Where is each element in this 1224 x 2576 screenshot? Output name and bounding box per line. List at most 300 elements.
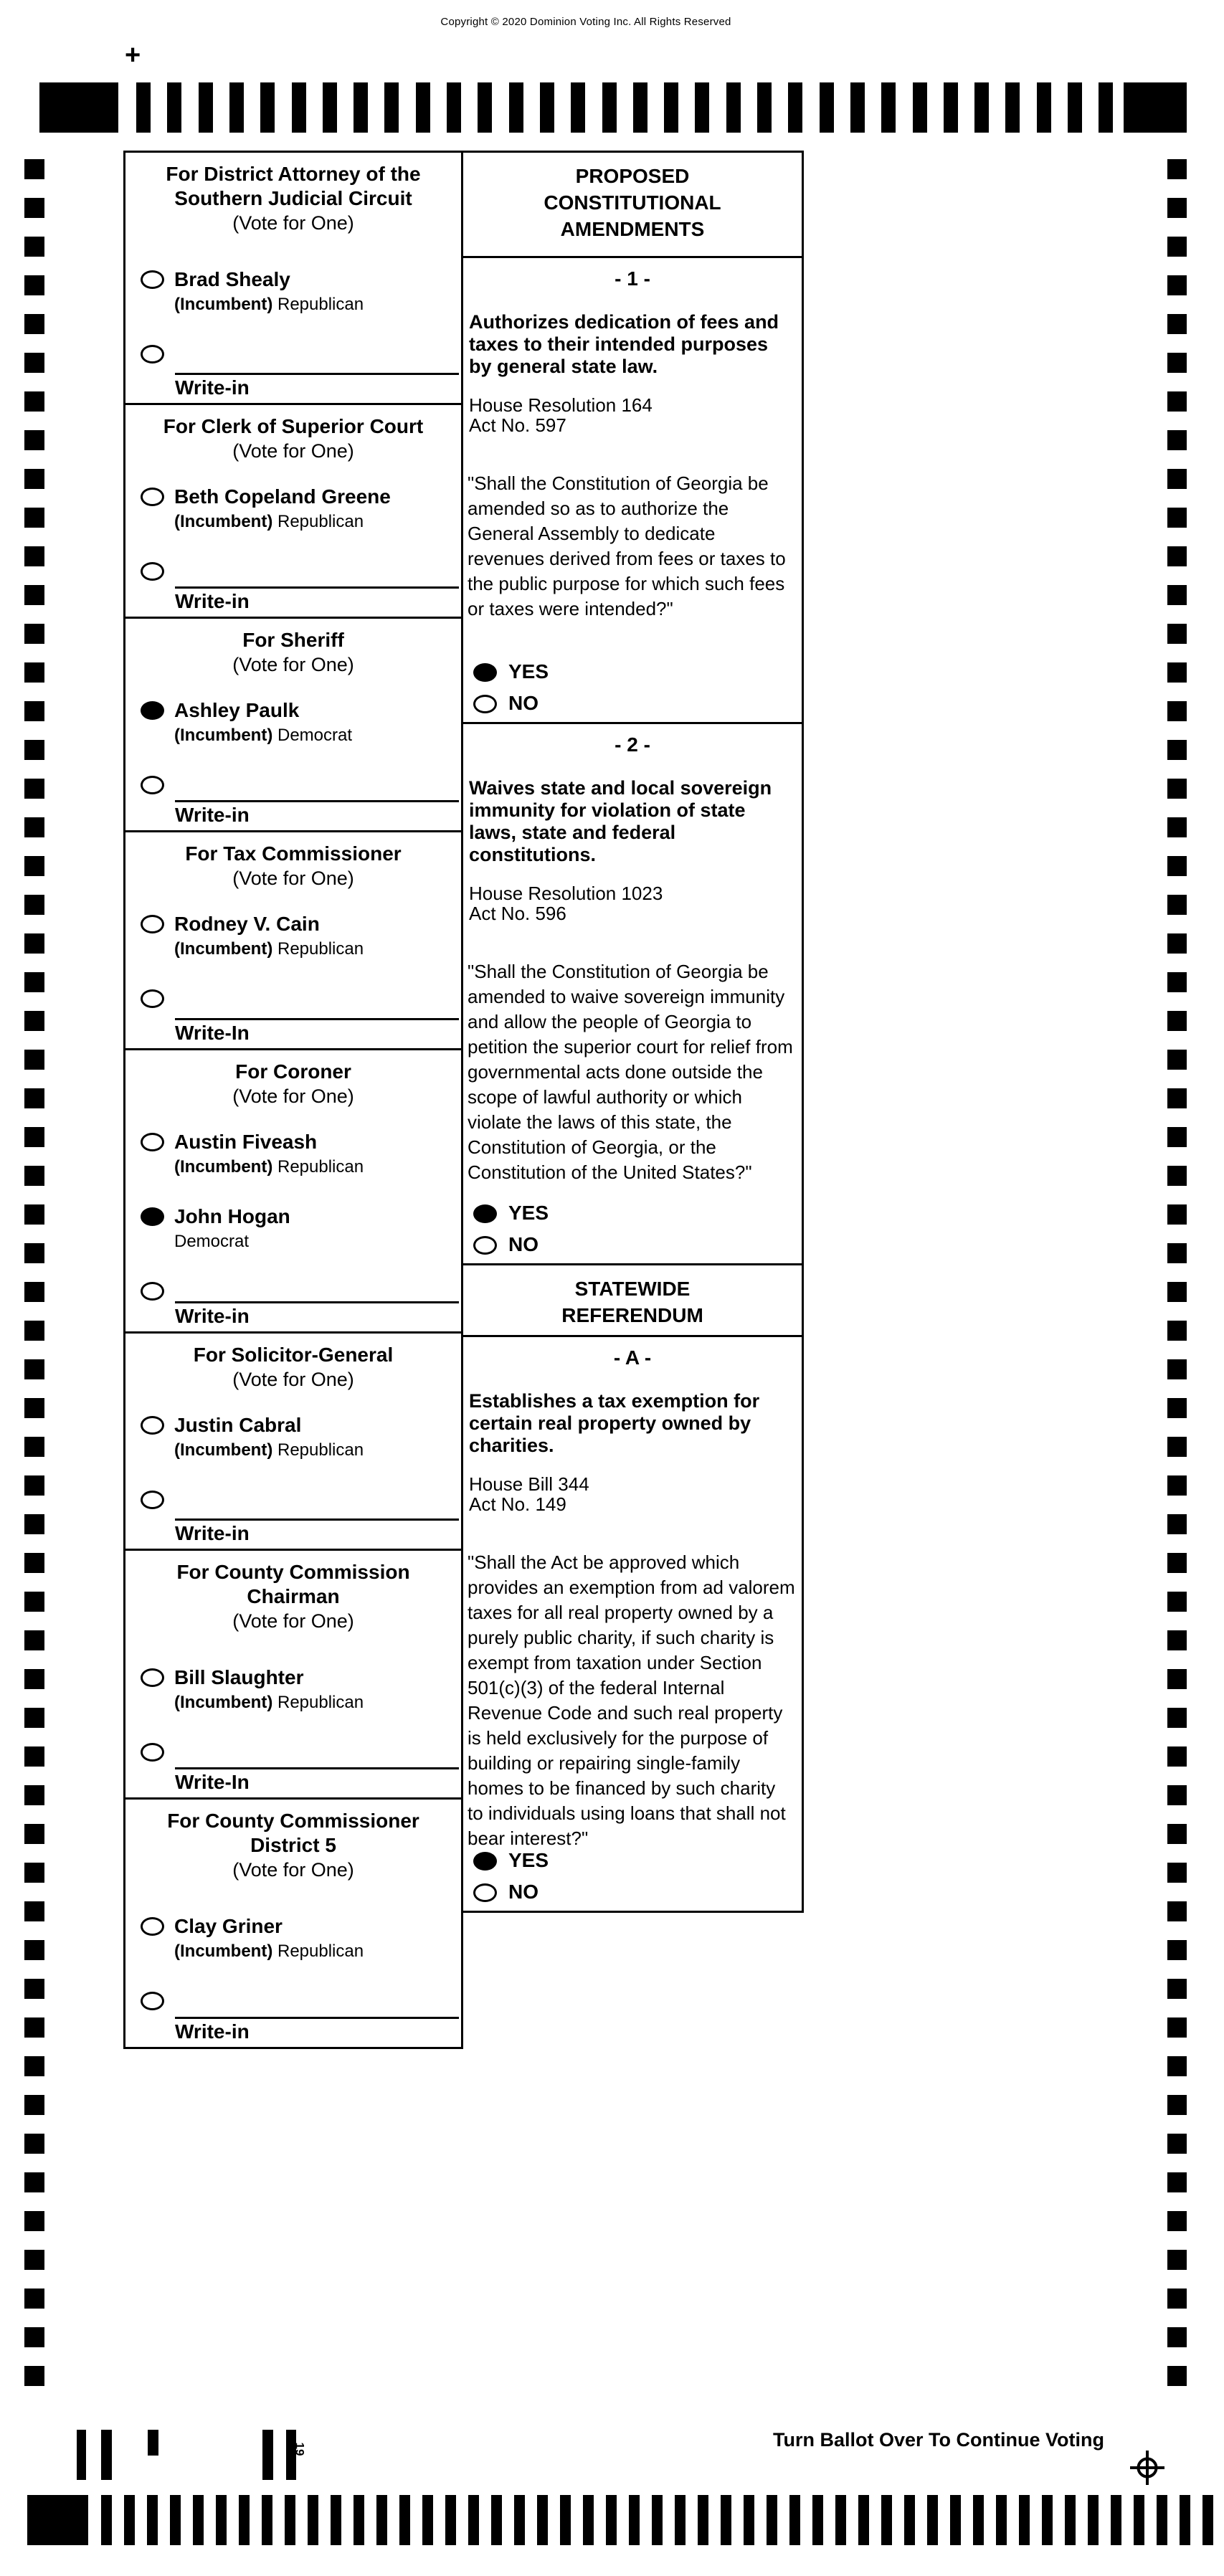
timing-mark: [1167, 1437, 1187, 1457]
write-in-option: [141, 988, 461, 1012]
candidate-party-line: [174, 1693, 364, 1713]
candidate-party-line: [174, 512, 391, 532]
candidate-party: Republican: [277, 1440, 364, 1460]
vote-instruction: (Vote for One): [232, 1610, 354, 1632]
timing-mark: [24, 740, 44, 760]
timing-mark: [1167, 2095, 1187, 2115]
timing-mark: [602, 82, 617, 133]
yes-no-group: [473, 1202, 549, 1256]
section-header-line: AMENDMENTS: [560, 218, 705, 240]
no-label: NO: [508, 1881, 539, 1903]
timing-mark: [1167, 1204, 1187, 1225]
timing-mark: [24, 1321, 44, 1341]
timing-mark: [24, 1011, 44, 1031]
no-oval[interactable]: [473, 1236, 497, 1255]
timing-mark: [24, 624, 44, 644]
contest-title-line: Southern Judicial Circuit: [174, 187, 412, 209]
timing-mark: [629, 2495, 640, 2545]
timing-mark: [331, 2495, 341, 2545]
timing-mark: [24, 1901, 44, 1921]
measure-column: [461, 151, 804, 1913]
timing-mark: [1167, 662, 1187, 683]
timing-mark: [1167, 1282, 1187, 1302]
timing-mark: [509, 82, 523, 133]
no-oval[interactable]: [473, 695, 497, 713]
timing-mark: [1167, 1785, 1187, 1805]
candidate-qualifier: (Incumbent): [174, 295, 273, 314]
write-in-label: Write-in: [175, 804, 250, 826]
timing-mark: [1167, 1630, 1187, 1650]
write-in-oval[interactable]: [141, 1491, 164, 1509]
contest-box: [123, 1331, 463, 1551]
contest-box: [123, 1048, 463, 1334]
measure-ref-line: House Resolution 164: [469, 394, 653, 416]
timing-mark: [1167, 469, 1187, 489]
write-in-oval[interactable]: [141, 345, 164, 363]
no-option: [473, 1233, 549, 1256]
section-header-line: REFERENDUM: [561, 1304, 703, 1326]
candidate-party: Republican: [277, 939, 364, 959]
candidate-option: [141, 1131, 454, 1177]
timing-mark: [950, 2495, 961, 2545]
candidate-party: Democrat: [277, 726, 353, 745]
contest-title-line: For Coroner: [235, 1060, 351, 1083]
timing-mark: [24, 2095, 44, 2115]
measure-ref-line: House Bill 344: [469, 1473, 589, 1495]
timing-mark: [695, 82, 709, 133]
vote-instruction: (Vote for One): [232, 1369, 354, 1390]
measure-number: - A -: [613, 1346, 652, 1369]
timing-mark: [24, 817, 44, 837]
yes-option: [473, 1202, 549, 1225]
timing-mark: [354, 2495, 364, 2545]
measure-question: "Shall the Constitution of Georgia be amended so as to authorize the General Assembly to dedicate revenues derived from fees or taxes to the public purpose for which such fees or taxes were intended?": [468, 472, 786, 619]
timing-mark: [1167, 1514, 1187, 1534]
timing-mark: [24, 237, 44, 257]
measure-question: "Shall the Constitution of Georgia be amended to waive sovereign immunity and allow the people of Georgia to petition the superior court for relief from governmental acts done outside the scope of lawful authority or which violate the laws of this state, the Constitution of Georgia, or the Constitution of the United States?": [468, 961, 793, 1183]
timing-mark: [1167, 933, 1187, 954]
candidate-text: [174, 700, 352, 746]
timing-mark: [1019, 2495, 1030, 2545]
candidate-name: Brad Shealy: [174, 268, 290, 290]
measure-refs: [469, 395, 796, 435]
timing-mark: [1167, 1669, 1187, 1689]
measure-summary: Establishes a tax exemption for certain real property owned by charities.: [469, 1390, 760, 1456]
candidate-text: [174, 1667, 364, 1713]
measure-refs: [469, 883, 796, 923]
stub-number: 19: [293, 2442, 307, 2456]
timing-mark: [514, 2495, 525, 2545]
candidate-oval[interactable]: [141, 1133, 164, 1151]
timing-mark: [571, 82, 585, 133]
contest-title-line: Chairman: [247, 1585, 340, 1607]
timing-mark: [820, 82, 834, 133]
measure-number: - 2 -: [615, 733, 650, 756]
timing-mark: [1167, 895, 1187, 915]
timing-mark: [1167, 2056, 1187, 2076]
timing-mark: [1167, 740, 1187, 760]
timing-mark: [1167, 1824, 1187, 1844]
timing-mark: [1167, 2017, 1187, 2038]
timing-mark: [24, 1475, 44, 1496]
timing-mark: [24, 1398, 44, 1418]
write-in-label: Write-in: [175, 376, 250, 399]
timing-mark: [913, 82, 927, 133]
timing-mark: [491, 2495, 502, 2545]
timing-mark: [858, 2495, 869, 2545]
candidate-oval[interactable]: [141, 701, 164, 720]
section-header-box: [461, 1263, 804, 1337]
timing-mark: [447, 82, 461, 133]
timing-mark: [170, 2495, 181, 2545]
measure-summary: Waives state and local sovereign immunity for violation of state laws, state and federal constitutions.: [469, 777, 772, 865]
timing-mark: [24, 1553, 44, 1573]
contest-title-line: For Solicitor-General: [193, 1344, 394, 1366]
candidate-party-line: [174, 726, 352, 746]
timing-corner-block: [1124, 82, 1187, 133]
timing-mark: [285, 2495, 295, 2545]
yes-oval[interactable]: [473, 1204, 497, 1223]
no-label: NO: [508, 692, 539, 714]
timing-mark: [881, 82, 896, 133]
timing-mark: [24, 701, 44, 721]
timing-mark: [24, 1785, 44, 1805]
timing-mark: [24, 2134, 44, 2154]
timing-mark: [24, 972, 44, 992]
timing-mark: [789, 2495, 800, 2545]
vote-instruction: (Vote for One): [232, 440, 354, 462]
timing-mark: [1202, 2495, 1213, 2545]
registration-plus-icon: +: [125, 40, 141, 70]
timing-mark: [24, 662, 44, 683]
timing-mark: [24, 159, 44, 179]
timing-mark: [1167, 275, 1187, 295]
write-in-oval[interactable]: [141, 1743, 164, 1762]
contest-title: [125, 405, 461, 439]
contest-title: [125, 832, 461, 866]
timing-mark: [216, 2495, 227, 2545]
timing-mark: [24, 585, 44, 605]
timing-mark: [1167, 353, 1187, 373]
write-in-option: [141, 1990, 461, 2014]
measure-number: - 1 -: [615, 267, 650, 290]
candidate-name: Ashley Paulk: [174, 699, 300, 721]
stub-bar: [262, 2430, 273, 2480]
candidate-party: Republican: [277, 295, 364, 314]
contest-title-line: For Sheriff: [242, 629, 344, 651]
timing-mark: [1167, 2366, 1187, 2386]
candidate-oval[interactable]: [141, 1668, 164, 1687]
yes-label: YES: [508, 660, 549, 683]
no-oval[interactable]: [473, 1883, 497, 1902]
timing-mark: [24, 1088, 44, 1108]
timing-mark: [973, 2495, 984, 2545]
timing-mark: [308, 2495, 318, 2545]
timing-mark: [354, 82, 368, 133]
timing-mark: [1111, 2495, 1121, 2545]
candidate-text: [174, 913, 364, 959]
candidate-qualifier: (Incumbent): [174, 726, 273, 745]
timing-mark: [1167, 1011, 1187, 1031]
timing-mark: [468, 2495, 479, 2545]
timing-mark: [1167, 1127, 1187, 1147]
candidate-text: [174, 1206, 290, 1252]
candidate-party: Democrat: [174, 1232, 250, 1251]
write-in-option: [141, 1489, 461, 1513]
contest-title: [125, 153, 461, 211]
yes-option: [473, 660, 549, 683]
timing-mark: [1167, 1979, 1187, 1999]
timing-mark: [726, 82, 741, 133]
timing-mark: [1167, 701, 1187, 721]
contest-box: [123, 1549, 463, 1800]
yes-no-group: [473, 1849, 549, 1904]
contest-title: [125, 1334, 461, 1367]
candidate-oval[interactable]: [141, 915, 164, 933]
yes-label: YES: [508, 1202, 549, 1224]
timing-mark: [24, 1243, 44, 1263]
timing-mark: [24, 275, 44, 295]
measure-box: [461, 256, 804, 724]
timing-mark: [1167, 1940, 1187, 1960]
contest-box: [123, 151, 463, 405]
timing-mark: [24, 1824, 44, 1844]
timing-mark: [24, 779, 44, 799]
measure-ref-line: House Resolution 1023: [469, 883, 663, 904]
timing-mark: [1167, 1901, 1187, 1921]
write-in-oval[interactable]: [141, 1282, 164, 1301]
timing-mark: [583, 2495, 594, 2545]
candidate-option: [141, 486, 454, 532]
section-header-box: [461, 151, 804, 258]
timing-mark: [1167, 159, 1187, 179]
measure-ref-line: Act No. 597: [469, 414, 566, 436]
candidate-oval[interactable]: [141, 270, 164, 289]
write-in-oval[interactable]: [141, 1992, 164, 2010]
timing-mark: [384, 82, 399, 133]
timing-mark: [24, 1437, 44, 1457]
candidate-party-line: [174, 1232, 290, 1252]
write-in-oval[interactable]: [141, 562, 164, 581]
timing-mark: [399, 2495, 410, 2545]
candidate-party-line: [174, 1157, 364, 1177]
measure-question: "Shall the Act be approved which provides an exemption from ad valorem taxes for all real property owned by a purely public charity, if such charity is exempt from taxation under Section 501(c)(3) of the federal Internal Revenue Code and such real property is held exclusively for the purpose of building or repairing single-family homes to be financed by such charity to individuals using loans that shall not bear interest?": [468, 1551, 795, 1849]
candidate-oval[interactable]: [141, 1207, 164, 1226]
timing-mark: [1088, 2495, 1099, 2545]
timing-mark: [606, 2495, 617, 2545]
section-header: [463, 1265, 802, 1329]
candidate-party: Republican: [277, 512, 364, 531]
timing-mark: [24, 469, 44, 489]
timing-mark: [199, 82, 213, 133]
stub-bar: [148, 2430, 158, 2456]
candidate-option: [141, 1916, 454, 1962]
timing-mark: [24, 1669, 44, 1689]
timing-mark: [167, 82, 181, 133]
no-option: [473, 692, 549, 715]
candidate-party-line: [174, 939, 364, 959]
section-header-line: PROPOSED: [575, 165, 690, 187]
vote-instruction: (Vote for One): [232, 654, 354, 675]
contest-box: [123, 403, 463, 619]
timing-mark: [1167, 546, 1187, 566]
candidate-qualifier: (Incumbent): [174, 1693, 273, 1712]
timing-mark: [24, 353, 44, 373]
timing-mark: [260, 82, 275, 133]
write-in-option: [141, 1741, 461, 1765]
candidate-name: Justin Cabral: [174, 1414, 302, 1436]
write-in-section: [175, 1018, 459, 1044]
timing-mark: [24, 1863, 44, 1883]
timing-mark: [1167, 508, 1187, 528]
write-in-section: [175, 800, 459, 826]
timing-mark: [1167, 585, 1187, 605]
write-in-section: [175, 1518, 459, 1544]
timing-mark: [698, 2495, 708, 2545]
candidate-party-line: [174, 295, 364, 315]
measure-ref-line: Act No. 596: [469, 903, 566, 924]
timing-corner-block: [27, 2495, 88, 2545]
write-in-oval[interactable]: [141, 989, 164, 1008]
vote-instruction: (Vote for One): [232, 212, 354, 234]
timing-mark: [24, 314, 44, 334]
timing-mark: [664, 82, 678, 133]
write-in-label: Write-In: [175, 1771, 250, 1793]
yes-oval[interactable]: [473, 663, 497, 682]
timing-mark: [24, 508, 44, 528]
timing-mark: [1167, 198, 1187, 218]
timing-mark: [1167, 1050, 1187, 1070]
timing-mark: [1157, 2495, 1167, 2545]
candidate-qualifier: (Incumbent): [174, 939, 273, 959]
timing-mark: [1167, 1553, 1187, 1573]
timing-mark: [147, 2495, 158, 2545]
candidate-oval[interactable]: [141, 1917, 164, 1936]
timing-mark: [1167, 817, 1187, 837]
timing-mark: [24, 2056, 44, 2076]
measure-summary: Authorizes dedication of fees and taxes to their intended purposes by general state law.: [469, 311, 779, 377]
timing-mark: [850, 82, 865, 133]
contest-title-line: For County Commissioner: [167, 1810, 419, 1832]
timing-mark: [422, 2495, 433, 2545]
timing-mark: [1167, 2134, 1187, 2154]
write-in-section: [175, 373, 459, 399]
timing-mark: [675, 2495, 685, 2545]
stub-bar: [101, 2430, 112, 2480]
timing-mark: [323, 82, 337, 133]
write-in-option: [141, 774, 461, 798]
timing-mark: [416, 82, 430, 133]
timing-mark: [904, 2495, 915, 2545]
write-in-option: [141, 561, 461, 584]
yes-oval[interactable]: [473, 1852, 497, 1871]
write-in-label: Write-in: [175, 2020, 250, 2043]
timing-mark: [1167, 1088, 1187, 1108]
timing-mark: [652, 2495, 663, 2545]
candidate-qualifier: (Incumbent): [174, 1440, 273, 1460]
candidate-option: [141, 269, 454, 315]
contest-title: [125, 619, 461, 652]
timing-mark: [788, 82, 802, 133]
timing-mark: [757, 82, 772, 133]
timing-mark: [1042, 2495, 1053, 2545]
candidate-oval[interactable]: [141, 1416, 164, 1435]
timing-mark: [24, 2250, 44, 2270]
write-in-oval[interactable]: [141, 776, 164, 794]
timing-mark: [24, 1630, 44, 1650]
timing-mark: [1167, 2172, 1187, 2192]
timing-mark: [101, 2495, 112, 2545]
timing-mark: [1167, 1398, 1187, 1418]
timing-mark: [239, 2495, 250, 2545]
timing-mark: [1167, 314, 1187, 334]
timing-mark: [292, 82, 306, 133]
timing-mark: [1167, 779, 1187, 799]
measure-refs: [469, 1474, 796, 1514]
candidate-option: [141, 1206, 454, 1252]
candidate-oval[interactable]: [141, 488, 164, 506]
timing-mark: [1167, 1592, 1187, 1612]
candidate-option: [141, 913, 454, 959]
timing-mark: [537, 2495, 548, 2545]
contest-title-line: District 5: [250, 1834, 336, 1856]
vote-instruction: (Vote for One): [232, 1085, 354, 1107]
timing-mark: [24, 1127, 44, 1147]
candidate-text: [174, 269, 364, 315]
candidate-party-line: [174, 1941, 364, 1962]
timing-mark: [721, 2495, 731, 2545]
timing-mark: [1167, 972, 1187, 992]
timing-mark: [1037, 82, 1051, 133]
timing-mark: [1167, 2211, 1187, 2231]
contest-title: [125, 1551, 461, 1609]
write-in-section: [175, 586, 459, 612]
section-header-line: STATEWIDE: [574, 1278, 691, 1300]
candidate-qualifier: (Incumbent): [174, 512, 273, 531]
timing-mark: [24, 2366, 44, 2386]
timing-mark: [1167, 237, 1187, 257]
candidate-qualifier: (Incumbent): [174, 1941, 273, 1961]
contest-box: [123, 617, 463, 832]
timing-mark: [1167, 1359, 1187, 1379]
timing-mark: [24, 1204, 44, 1225]
candidate-party-line: [174, 1440, 364, 1460]
timing-mark: [1167, 2289, 1187, 2309]
write-in-label: Write-in: [175, 1305, 250, 1327]
timing-mark: [24, 895, 44, 915]
timing-mark: [24, 1282, 44, 1302]
timing-mark: [767, 2495, 777, 2545]
timing-mark: [1167, 430, 1187, 450]
timing-mark: [24, 856, 44, 876]
timing-mark: [633, 82, 647, 133]
timing-mark: [974, 82, 989, 133]
candidate-text: [174, 1415, 364, 1460]
yes-option: [473, 1849, 549, 1872]
timing-mark: [24, 430, 44, 450]
timing-mark: [1065, 2495, 1076, 2545]
timing-mark: [24, 198, 44, 218]
timing-mark: [24, 1979, 44, 1999]
vote-instruction: (Vote for One): [232, 1859, 354, 1881]
candidate-option: [141, 700, 454, 746]
contest-title-line: For County Commission: [176, 1561, 410, 1583]
write-in-label: Write-in: [175, 590, 250, 612]
timing-mark: [835, 2495, 846, 2545]
candidate-party: Republican: [277, 1157, 364, 1177]
timing-mark: [478, 82, 492, 133]
timing-mark: [24, 2017, 44, 2038]
